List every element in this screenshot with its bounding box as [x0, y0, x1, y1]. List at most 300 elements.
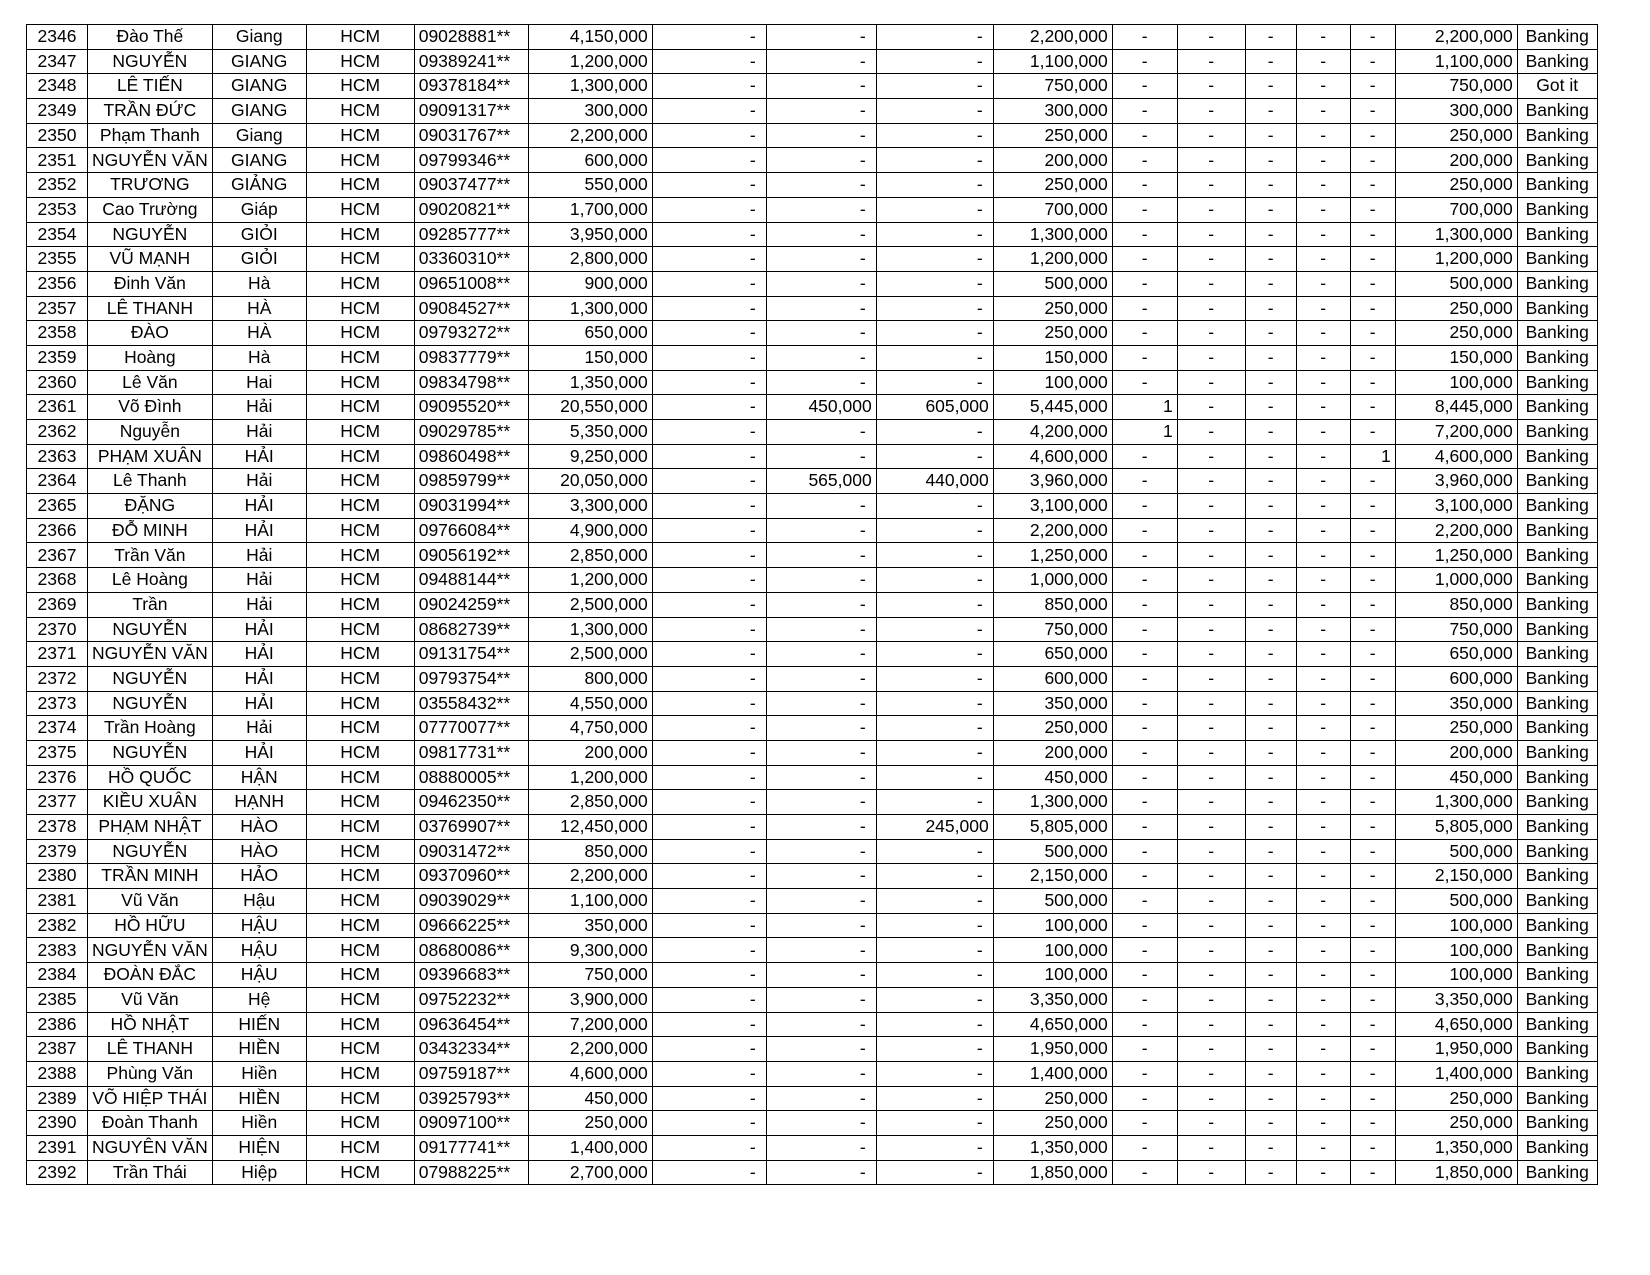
cell-amount-total: 2,500,000: [528, 642, 652, 667]
cell-phone-masked: 09837779**: [414, 345, 528, 370]
cell-flag-2: -: [1177, 987, 1245, 1012]
cell-last-middle-name: Vũ Văn: [88, 987, 213, 1012]
cell-first-name: GIỎI: [212, 222, 306, 247]
cell-col-c: -: [876, 370, 993, 395]
cell-col-b: 450,000: [766, 395, 876, 420]
cell-col-c: -: [876, 247, 993, 272]
cell-col-b: -: [766, 592, 876, 617]
cell-flag-4: -: [1296, 1037, 1350, 1062]
cell-flag-2: -: [1177, 642, 1245, 667]
cell-amount-paid: 200,000: [993, 740, 1112, 765]
cell-amount-paid: 100,000: [993, 913, 1112, 938]
cell-row-number: 2383: [27, 938, 88, 963]
table-row: [27, 716, 1598, 741]
cell-flag-2: -: [1177, 1160, 1245, 1185]
cell-flag-5: -: [1350, 592, 1395, 617]
cell-col-b: -: [766, 518, 876, 543]
cell-amount-final: 1,300,000: [1395, 790, 1517, 815]
cell-flag-3: -: [1245, 25, 1296, 50]
cell-amount-paid: 100,000: [993, 963, 1112, 988]
cell-amount-final: 2,200,000: [1395, 518, 1517, 543]
cell-flag-4: -: [1296, 395, 1350, 420]
cell-last-middle-name: TRƯƠNG: [88, 173, 213, 198]
cell-col-b: -: [766, 1061, 876, 1086]
cell-first-name: HIẾN: [212, 1012, 306, 1037]
cell-amount-paid: 300,000: [993, 99, 1112, 124]
cell-flag-4: -: [1296, 1135, 1350, 1160]
table-row: [27, 296, 1598, 321]
cell-payment-method: Banking: [1517, 1160, 1597, 1185]
cell-col-a: -: [652, 494, 766, 519]
cell-flag-4: -: [1296, 173, 1350, 198]
cell-last-middle-name: NGUYỄN VĂN: [88, 938, 213, 963]
cell-phone-masked: 03769907**: [414, 815, 528, 840]
cell-flag-3: -: [1245, 420, 1296, 445]
table-row: [27, 1160, 1598, 1185]
cell-city: HCM: [306, 1012, 414, 1037]
cell-flag-4: -: [1296, 642, 1350, 667]
cell-flag-4: -: [1296, 25, 1350, 50]
cell-flag-4: -: [1296, 765, 1350, 790]
cell-flag-3: -: [1245, 740, 1296, 765]
cell-flag-4: -: [1296, 666, 1350, 691]
cell-amount-final: 750,000: [1395, 617, 1517, 642]
cell-col-a: -: [652, 1111, 766, 1136]
cell-last-middle-name: LÊ THANH: [88, 296, 213, 321]
cell-last-middle-name: LÊ TIẾN: [88, 74, 213, 99]
cell-row-number: 2370: [27, 617, 88, 642]
cell-col-a: -: [652, 25, 766, 50]
cell-phone-masked: 09056192**: [414, 543, 528, 568]
cell-last-middle-name: Nguyễn: [88, 420, 213, 445]
cell-flag-3: -: [1245, 222, 1296, 247]
cell-first-name: Hải: [212, 568, 306, 593]
cell-col-a: -: [652, 49, 766, 74]
cell-city: HCM: [306, 1086, 414, 1111]
cell-flag-5: -: [1350, 395, 1395, 420]
cell-col-c: -: [876, 543, 993, 568]
cell-col-b: -: [766, 1037, 876, 1062]
cell-city: HCM: [306, 938, 414, 963]
cell-col-b: -: [766, 420, 876, 445]
cell-col-a: -: [652, 642, 766, 667]
cell-first-name: GIANG: [212, 148, 306, 173]
cell-last-middle-name: ĐỖ MINH: [88, 518, 213, 543]
cell-amount-total: 20,550,000: [528, 395, 652, 420]
cell-amount-total: 1,200,000: [528, 49, 652, 74]
cell-payment-method: Banking: [1517, 543, 1597, 568]
cell-city: HCM: [306, 1061, 414, 1086]
cell-last-middle-name: HỒ HỮU: [88, 913, 213, 938]
cell-city: HCM: [306, 148, 414, 173]
cell-amount-final: 650,000: [1395, 642, 1517, 667]
cell-row-number: 2366: [27, 518, 88, 543]
cell-row-number: 2359: [27, 345, 88, 370]
cell-flag-5: -: [1350, 839, 1395, 864]
cell-flag-4: -: [1296, 889, 1350, 914]
cell-city: HCM: [306, 222, 414, 247]
cell-amount-final: 250,000: [1395, 321, 1517, 346]
cell-flag-5: -: [1350, 1061, 1395, 1086]
cell-first-name: HẬU: [212, 963, 306, 988]
cell-row-number: 2354: [27, 222, 88, 247]
cell-col-a: -: [652, 691, 766, 716]
cell-col-b: -: [766, 148, 876, 173]
cell-amount-paid: 1,300,000: [993, 790, 1112, 815]
cell-amount-final: 150,000: [1395, 345, 1517, 370]
cell-col-b: -: [766, 790, 876, 815]
cell-flag-3: -: [1245, 543, 1296, 568]
cell-amount-paid: 250,000: [993, 296, 1112, 321]
cell-col-b: -: [766, 222, 876, 247]
cell-col-c: -: [876, 642, 993, 667]
cell-flag-2: -: [1177, 765, 1245, 790]
cell-payment-method: Banking: [1517, 839, 1597, 864]
cell-city: HCM: [306, 74, 414, 99]
cell-last-middle-name: NGUYỄN VĂN: [88, 148, 213, 173]
cell-col-b: -: [766, 296, 876, 321]
cell-flag-4: -: [1296, 1111, 1350, 1136]
cell-flag-3: -: [1245, 913, 1296, 938]
cell-amount-paid: 200,000: [993, 148, 1112, 173]
cell-flag-5: -: [1350, 790, 1395, 815]
cell-flag-1: -: [1112, 1086, 1177, 1111]
table-row: [27, 691, 1598, 716]
cell-flag-1: 1: [1112, 395, 1177, 420]
cell-city: HCM: [306, 420, 414, 445]
cell-last-middle-name: HỒ QUỐC: [88, 765, 213, 790]
cell-flag-5: -: [1350, 815, 1395, 840]
table-row: [27, 420, 1598, 445]
cell-first-name: Giáp: [212, 197, 306, 222]
cell-flag-1: -: [1112, 321, 1177, 346]
cell-phone-masked: 09396683**: [414, 963, 528, 988]
cell-city: HCM: [306, 543, 414, 568]
cell-flag-1: -: [1112, 592, 1177, 617]
cell-col-c: -: [876, 1160, 993, 1185]
table-row: [27, 173, 1598, 198]
cell-payment-method: Banking: [1517, 1012, 1597, 1037]
cell-amount-total: 800,000: [528, 666, 652, 691]
cell-city: HCM: [306, 642, 414, 667]
cell-first-name: HÀ: [212, 321, 306, 346]
cell-amount-final: 8,445,000: [1395, 395, 1517, 420]
cell-city: HCM: [306, 99, 414, 124]
cell-amount-paid: 250,000: [993, 321, 1112, 346]
cell-flag-3: -: [1245, 395, 1296, 420]
cell-flag-3: -: [1245, 889, 1296, 914]
cell-col-c: -: [876, 1135, 993, 1160]
cell-amount-paid: 150,000: [993, 345, 1112, 370]
cell-col-a: -: [652, 247, 766, 272]
cell-city: HCM: [306, 49, 414, 74]
cell-flag-2: -: [1177, 518, 1245, 543]
cell-col-a: -: [652, 173, 766, 198]
cell-amount-total: 450,000: [528, 1086, 652, 1111]
cell-flag-1: -: [1112, 148, 1177, 173]
cell-flag-3: -: [1245, 1061, 1296, 1086]
cell-col-a: -: [652, 148, 766, 173]
table-row: [27, 617, 1598, 642]
cell-amount-total: 1,300,000: [528, 296, 652, 321]
cell-flag-2: -: [1177, 345, 1245, 370]
cell-flag-4: -: [1296, 518, 1350, 543]
cell-amount-total: 650,000: [528, 321, 652, 346]
cell-flag-1: -: [1112, 247, 1177, 272]
cell-phone-masked: 09752232**: [414, 987, 528, 1012]
cell-city: HCM: [306, 370, 414, 395]
cell-amount-paid: 1,250,000: [993, 543, 1112, 568]
cell-row-number: 2357: [27, 296, 88, 321]
cell-col-b: -: [766, 173, 876, 198]
cell-flag-2: -: [1177, 839, 1245, 864]
cell-row-number: 2378: [27, 815, 88, 840]
cell-first-name: Hậu: [212, 889, 306, 914]
cell-col-a: -: [652, 815, 766, 840]
cell-col-b: -: [766, 1086, 876, 1111]
cell-city: HCM: [306, 1037, 414, 1062]
cell-col-a: -: [652, 1037, 766, 1062]
cell-phone-masked: 09636454**: [414, 1012, 528, 1037]
cell-amount-paid: 500,000: [993, 889, 1112, 914]
cell-amount-final: 1,100,000: [1395, 49, 1517, 74]
cell-flag-3: -: [1245, 864, 1296, 889]
cell-flag-5: -: [1350, 420, 1395, 445]
cell-phone-masked: 09031767**: [414, 123, 528, 148]
cell-last-middle-name: NGUYỄN: [88, 691, 213, 716]
cell-flag-2: -: [1177, 74, 1245, 99]
cell-amount-total: 1,300,000: [528, 74, 652, 99]
cell-flag-4: -: [1296, 568, 1350, 593]
cell-flag-5: -: [1350, 247, 1395, 272]
cell-row-number: 2384: [27, 963, 88, 988]
cell-flag-2: -: [1177, 296, 1245, 321]
cell-flag-4: -: [1296, 617, 1350, 642]
cell-amount-paid: 1,300,000: [993, 222, 1112, 247]
cell-flag-3: -: [1245, 617, 1296, 642]
cell-col-c: -: [876, 518, 993, 543]
cell-payment-method: Banking: [1517, 494, 1597, 519]
cell-first-name: Hệ: [212, 987, 306, 1012]
cell-row-number: 2355: [27, 247, 88, 272]
cell-col-b: -: [766, 1135, 876, 1160]
cell-amount-final: 250,000: [1395, 296, 1517, 321]
cell-first-name: HIỆN: [212, 1135, 306, 1160]
cell-amount-paid: 3,960,000: [993, 469, 1112, 494]
cell-phone-masked: 09799346**: [414, 148, 528, 173]
cell-flag-3: -: [1245, 592, 1296, 617]
cell-col-b: -: [766, 1012, 876, 1037]
cell-flag-1: -: [1112, 740, 1177, 765]
table-row: [27, 666, 1598, 691]
cell-last-middle-name: VŨ MẠNH: [88, 247, 213, 272]
cell-amount-paid: 250,000: [993, 716, 1112, 741]
table-row: [27, 222, 1598, 247]
cell-flag-3: -: [1245, 469, 1296, 494]
cell-phone-masked: 09834798**: [414, 370, 528, 395]
cell-flag-4: -: [1296, 543, 1350, 568]
cell-col-a: -: [652, 1086, 766, 1111]
cell-last-middle-name: Lê Hoàng: [88, 568, 213, 593]
table-row: [27, 469, 1598, 494]
cell-flag-2: -: [1177, 938, 1245, 963]
cell-col-b: -: [766, 494, 876, 519]
cell-col-c: -: [876, 592, 993, 617]
cell-first-name: HẢI: [212, 444, 306, 469]
cell-flag-2: -: [1177, 543, 1245, 568]
cell-flag-4: -: [1296, 99, 1350, 124]
cell-row-number: 2375: [27, 740, 88, 765]
cell-row-number: 2346: [27, 25, 88, 50]
cell-flag-3: -: [1245, 815, 1296, 840]
cell-amount-total: 750,000: [528, 963, 652, 988]
cell-payment-method: Banking: [1517, 913, 1597, 938]
cell-payment-method: Banking: [1517, 691, 1597, 716]
cell-col-c: -: [876, 74, 993, 99]
cell-city: HCM: [306, 247, 414, 272]
cell-last-middle-name: Cao Trường: [88, 197, 213, 222]
cell-flag-1: -: [1112, 1061, 1177, 1086]
cell-flag-3: -: [1245, 74, 1296, 99]
cell-last-middle-name: ĐẶNG: [88, 494, 213, 519]
cell-payment-method: Banking: [1517, 370, 1597, 395]
cell-amount-total: 2,200,000: [528, 1037, 652, 1062]
table-row: [27, 839, 1598, 864]
cell-flag-4: -: [1296, 839, 1350, 864]
cell-amount-total: 2,850,000: [528, 543, 652, 568]
cell-city: HCM: [306, 173, 414, 198]
cell-flag-3: -: [1245, 247, 1296, 272]
cell-col-a: -: [652, 913, 766, 938]
cell-col-b: -: [766, 99, 876, 124]
cell-col-b: -: [766, 839, 876, 864]
cell-first-name: HẢI: [212, 518, 306, 543]
cell-phone-masked: 09097100**: [414, 1111, 528, 1136]
cell-flag-5: -: [1350, 49, 1395, 74]
cell-amount-final: 7,200,000: [1395, 420, 1517, 445]
cell-phone-masked: 09029785**: [414, 420, 528, 445]
cell-payment-method: Banking: [1517, 25, 1597, 50]
cell-row-number: 2373: [27, 691, 88, 716]
cell-flag-4: -: [1296, 740, 1350, 765]
cell-flag-3: -: [1245, 716, 1296, 741]
cell-row-number: 2349: [27, 99, 88, 124]
cell-amount-paid: 2,150,000: [993, 864, 1112, 889]
cell-flag-4: -: [1296, 247, 1350, 272]
cell-flag-1: -: [1112, 666, 1177, 691]
cell-amount-total: 2,200,000: [528, 864, 652, 889]
cell-first-name: Hải: [212, 543, 306, 568]
cell-amount-paid: 100,000: [993, 370, 1112, 395]
cell-flag-2: -: [1177, 370, 1245, 395]
cell-amount-total: 1,400,000: [528, 1135, 652, 1160]
cell-col-b: -: [766, 123, 876, 148]
cell-amount-total: 1,300,000: [528, 617, 652, 642]
cell-col-c: -: [876, 321, 993, 346]
cell-amount-total: 2,700,000: [528, 1160, 652, 1185]
cell-first-name: Hải: [212, 395, 306, 420]
cell-phone-masked: 07988225**: [414, 1160, 528, 1185]
table-row: [27, 99, 1598, 124]
cell-amount-final: 1,850,000: [1395, 1160, 1517, 1185]
cell-flag-2: -: [1177, 963, 1245, 988]
cell-amount-final: 300,000: [1395, 99, 1517, 124]
cell-col-b: -: [766, 321, 876, 346]
cell-amount-paid: 1,350,000: [993, 1135, 1112, 1160]
cell-phone-masked: 09031472**: [414, 839, 528, 864]
cell-last-middle-name: PHẠM NHẬT: [88, 815, 213, 840]
cell-flag-4: -: [1296, 469, 1350, 494]
cell-flag-2: -: [1177, 494, 1245, 519]
cell-row-number: 2352: [27, 173, 88, 198]
cell-flag-5: -: [1350, 1086, 1395, 1111]
cell-amount-paid: 3,350,000: [993, 987, 1112, 1012]
cell-flag-4: -: [1296, 49, 1350, 74]
cell-amount-total: 12,450,000: [528, 815, 652, 840]
cell-col-b: -: [766, 740, 876, 765]
cell-first-name: GIANG: [212, 49, 306, 74]
cell-payment-method: Banking: [1517, 666, 1597, 691]
cell-col-c: -: [876, 963, 993, 988]
cell-flag-4: -: [1296, 1012, 1350, 1037]
cell-payment-method: Banking: [1517, 99, 1597, 124]
cell-amount-paid: 1,400,000: [993, 1061, 1112, 1086]
cell-flag-1: -: [1112, 1111, 1177, 1136]
table-row: [27, 345, 1598, 370]
cell-flag-2: -: [1177, 49, 1245, 74]
cell-row-number: 2369: [27, 592, 88, 617]
cell-col-a: -: [652, 740, 766, 765]
cell-first-name: HÀ: [212, 296, 306, 321]
cell-city: HCM: [306, 395, 414, 420]
table-row: [27, 247, 1598, 272]
cell-flag-3: -: [1245, 99, 1296, 124]
cell-flag-4: -: [1296, 938, 1350, 963]
cell-flag-5: -: [1350, 666, 1395, 691]
cell-flag-2: -: [1177, 592, 1245, 617]
cell-last-middle-name: TRẦN ĐỨC: [88, 99, 213, 124]
cell-col-c: -: [876, 913, 993, 938]
cell-flag-4: -: [1296, 148, 1350, 173]
cell-amount-paid: 5,445,000: [993, 395, 1112, 420]
cell-col-b: -: [766, 938, 876, 963]
cell-flag-2: -: [1177, 25, 1245, 50]
cell-flag-4: -: [1296, 123, 1350, 148]
cell-flag-2: -: [1177, 864, 1245, 889]
cell-row-number: 2374: [27, 716, 88, 741]
cell-flag-1: -: [1112, 1160, 1177, 1185]
cell-payment-method: Banking: [1517, 469, 1597, 494]
cell-first-name: HẢI: [212, 642, 306, 667]
cell-flag-2: -: [1177, 1037, 1245, 1062]
cell-col-b: -: [766, 370, 876, 395]
cell-col-b: -: [766, 815, 876, 840]
cell-amount-total: 1,350,000: [528, 370, 652, 395]
cell-amount-paid: 1,000,000: [993, 568, 1112, 593]
cell-flag-3: -: [1245, 345, 1296, 370]
cell-flag-5: -: [1350, 345, 1395, 370]
cell-city: HCM: [306, 864, 414, 889]
table-row: [27, 148, 1598, 173]
cell-amount-total: 300,000: [528, 99, 652, 124]
cell-flag-1: -: [1112, 913, 1177, 938]
cell-col-a: -: [652, 543, 766, 568]
cell-payment-method: Banking: [1517, 790, 1597, 815]
cell-amount-paid: 4,650,000: [993, 1012, 1112, 1037]
cell-first-name: Giang: [212, 123, 306, 148]
cell-phone-masked: 09037477**: [414, 173, 528, 198]
cell-phone-masked: 09793272**: [414, 321, 528, 346]
